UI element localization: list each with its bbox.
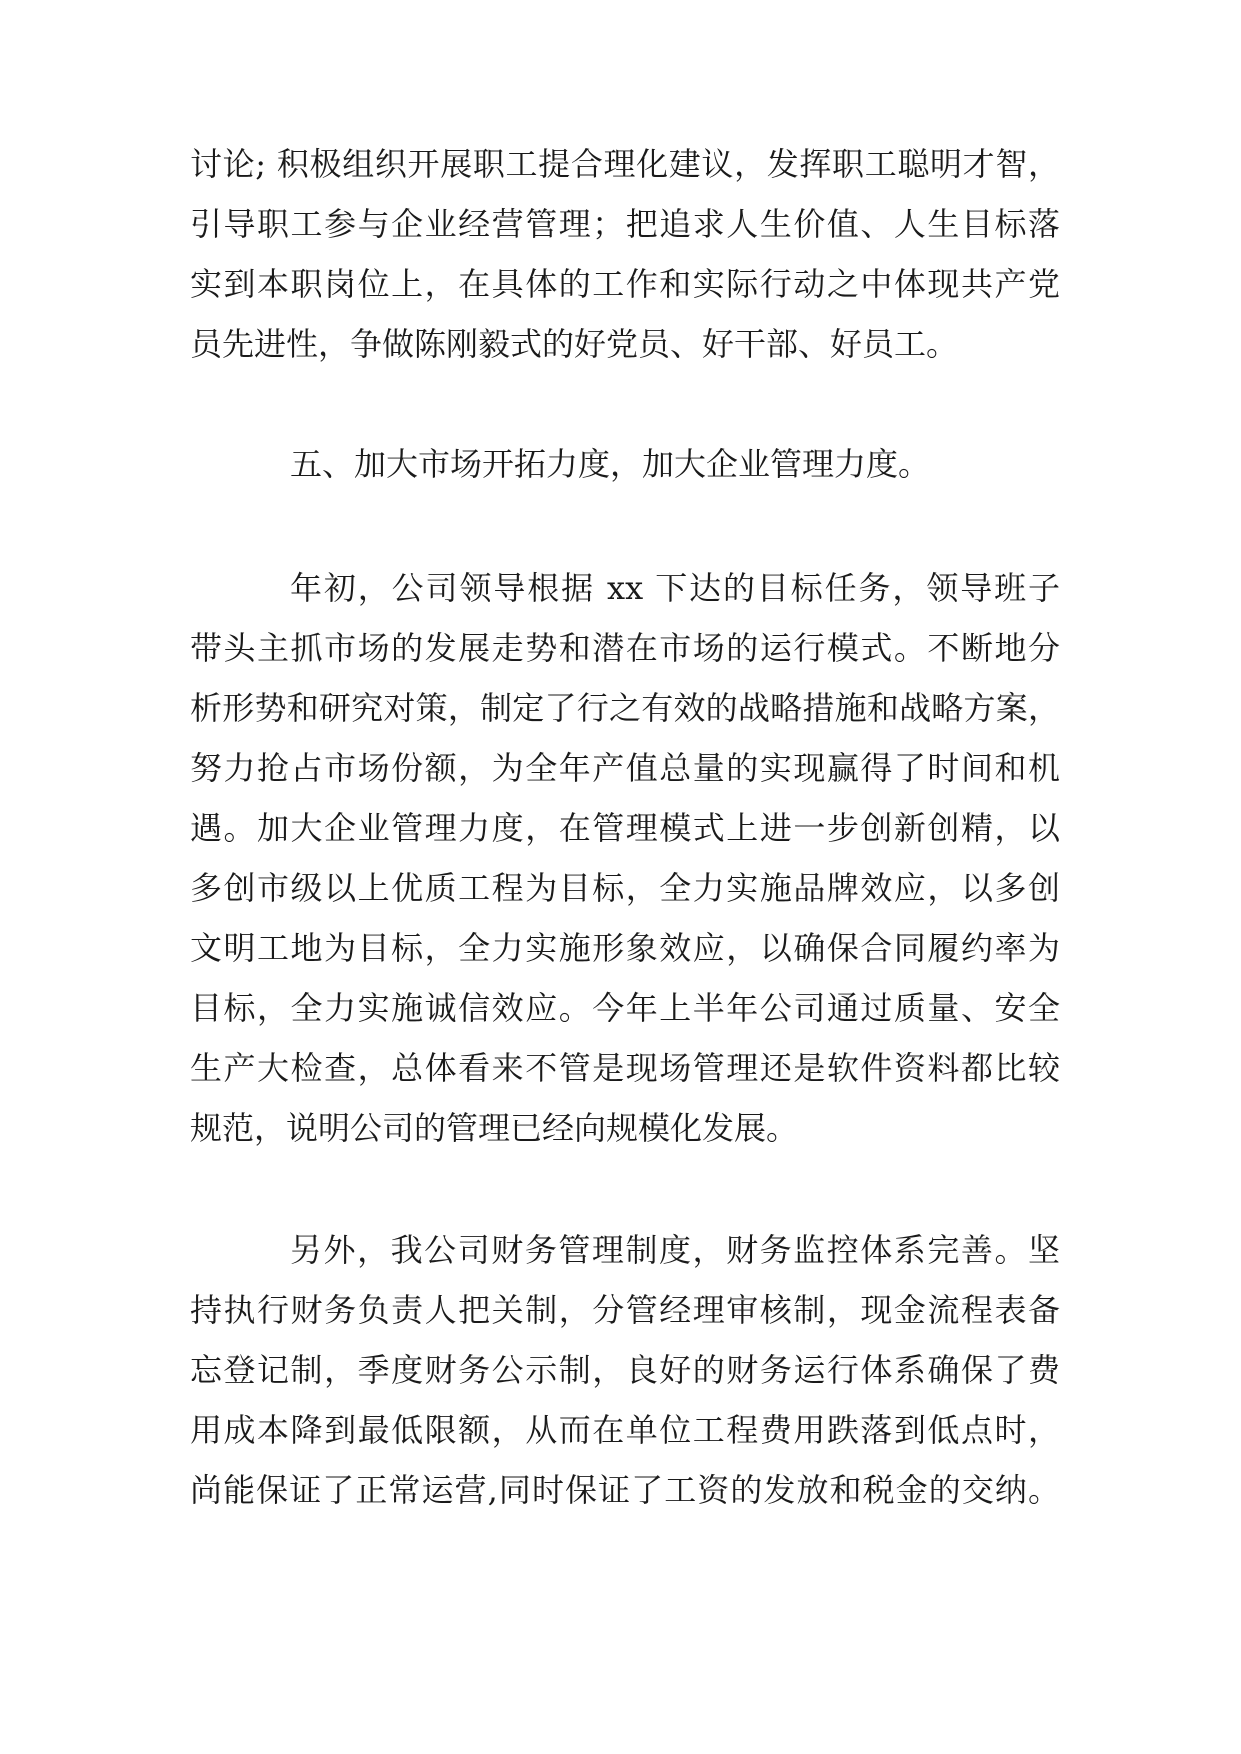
text-line: 另外，我公司财务管理制度，财务监控体系完善。坚 (290, 1231, 1060, 1269)
text-line: 用成本降到最低限额，从而在单位工程费用跌落到低点时， (190, 1411, 1060, 1449)
text-line: 讨论; 积极组织开展职工提合理化建议，发挥职工聪明才智， (190, 145, 1060, 183)
text-line: 析形势和研究对策，制定了行之有效的战略措施和战略方案， (190, 689, 1060, 727)
text-line: 忘登记制，季度财务公示制，良好的财务运行体系确保了费 (190, 1351, 1060, 1389)
text-line: 多创市级以上优质工程为目标，全力实施品牌效应，以多创 (190, 869, 1060, 907)
text-line: 遇。加大企业管理力度，在管理模式上进一步创新创精，以 (190, 809, 1060, 847)
heading-line: 五、加大市场开拓力度，加大企业管理力度。 (290, 445, 931, 483)
text-line: 尚能保证了正常运营,同时保证了工资的发放和税金的交纳。 (190, 1471, 1060, 1509)
text-line: 年初，公司领导根据 xx 下达的目标任务，领导班子 (290, 569, 1060, 607)
text-line: 带头主抓市场的发展走势和潜在市场的运行模式。不断地分 (190, 629, 1060, 667)
text-line: 目标，全力实施诚信效应。今年上半年公司通过质量、安全 (190, 989, 1060, 1027)
text-line: 规范，说明公司的管理已经向规模化发展。 (190, 1109, 799, 1147)
text-line: 努力抢占市场份额，为全年产值总量的实现赢得了时间和机 (190, 749, 1060, 787)
text-line: 文明工地为目标，全力实施形象效应，以确保合同履约率为 (190, 929, 1060, 967)
text-line: 生产大检查，总体看来不管是现场管理还是软件资料都比较 (190, 1049, 1060, 1087)
text-line: 引导职工参与企业经营管理；把追求人生价值、人生目标落 (190, 205, 1060, 243)
text-line: 员先进性，争做陈刚毅式的好党员、好干部、好员工。 (190, 325, 959, 363)
text-line: 持执行财务负责人把关制，分管经理审核制，现金流程表备 (190, 1291, 1060, 1329)
text-line: 实到本职岗位上，在具体的工作和实际行动之中体现共产党 (190, 265, 1060, 303)
